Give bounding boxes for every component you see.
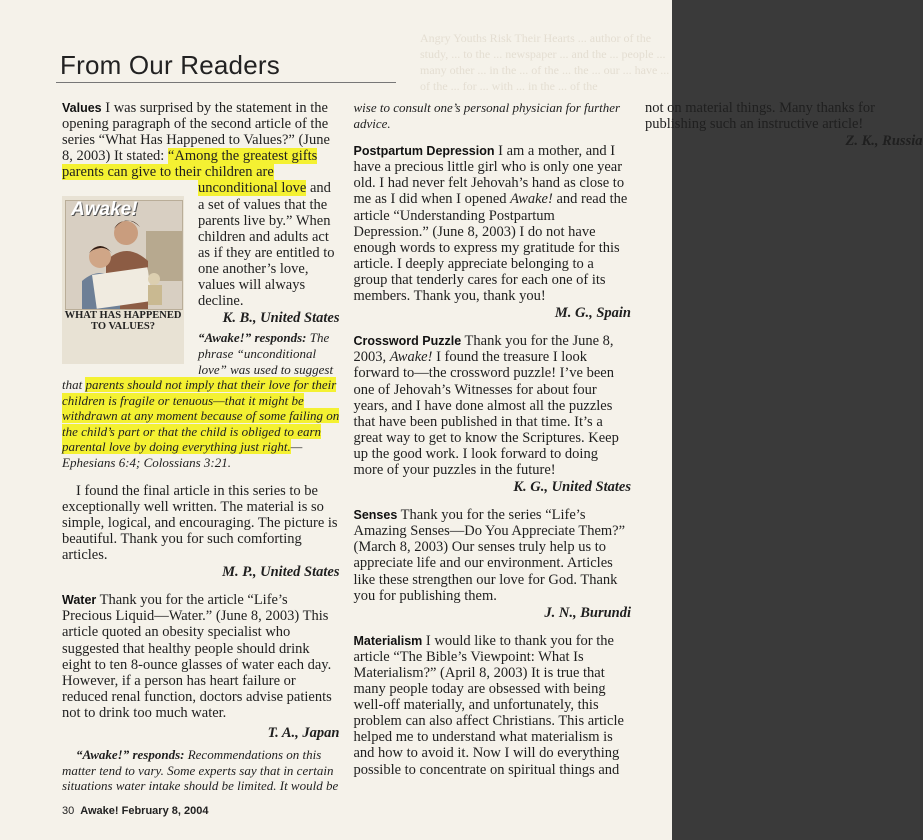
- letter-body: Water Thank you for the article “Life’s Precious Liquid—Water.” (June 8, 2003) This article quoted an obesity specialist who suggested that healthy people should drink eight to ten 8-ounce glasses of water each day. However, if a person has heart failure or reduced renal function, doctors advise patients not to drink too much water.: [62, 592, 332, 721]
- letter-signature: T. A., Japan: [267, 724, 340, 741]
- letter-signature: M. G., Spain: [554, 305, 631, 322]
- letter-signature: M. P., United States: [222, 564, 340, 581]
- page-footer: [62, 805, 208, 817]
- letter-values-body: Values I was surprised by the statement in the opening paragraph of the second article of the series “What Has Happened to Values?” (June 8, 2003) It stated: “Among the greatest gifts parents can give to their children are unconditional love Awake! WHAT HAS HAPPENED TO VALUES? and a set of values that the parents live by.” When children and adults act as if they are entitled to one another’s love, values will always decline.: [62, 100, 340, 309]
- footer-publication: Awake! February 8, 2004: [80, 805, 209, 817]
- letter-signature: Z. K., Russia: [845, 133, 923, 150]
- title-rule: [56, 82, 396, 83]
- letter-heading: Senses: [353, 508, 398, 523]
- letter-crossword: [354, 333, 632, 495]
- article-columns: [62, 100, 923, 800]
- letter-senses: [354, 507, 632, 621]
- letter-postpartum: [354, 143, 632, 321]
- letter-values-followup: [62, 483, 340, 581]
- letter-signature: J. N., Burundi: [544, 604, 631, 621]
- bleed-through-text: Angry Youths Risk Their Hearts ... author of the study, ... to the ... newspaper ... and the ... people ... many other ... in the ... of the ... the ... our ... have ... of the ... for ... with ... in the ... of the: [420, 31, 670, 93]
- letter-body: Senses Thank you for the series “Life’s Amazing Senses—Do You Appreciate Them?” (March 8, 2003) Our senses truly help us to appreciate life and our environment. Articles like these strengthen our love for God. Thank you for publishing them.: [353, 507, 626, 604]
- page-title: From Our Readers: [60, 50, 280, 80]
- letter-heading: Values: [62, 101, 102, 115]
- response-label: “Awake!” responds:: [198, 330, 307, 346]
- letter-heading: Materialism: [353, 633, 423, 648]
- letter-heading: Postpartum Depression: [353, 144, 495, 159]
- page-number: 30: [62, 805, 75, 817]
- response-label: “Awake!” responds:: [76, 747, 185, 763]
- highlighted-text: “Among the greatest gifts parents can give to their children are unconditional love: [62, 148, 318, 197]
- letter-body: Crossword Puzzle Thank you for the June 8, 2003, Awake! I found the treasure I look forward to—the crossword puzzle! I’ve been one of Jehovah’s Witnesses for about four years, and I have done almost all the puzzles that have been published in that time. It’s a great way to get to know the Scriptures. Keep up the good work. I look forward to doing more of your puzzles in the future!: [353, 333, 619, 478]
- magazine-cover-caption: WHAT HAS HAPPENED TO VALUES?: [64, 310, 182, 333]
- editor-response: “Awake!” responds: Recommendations on this matter tend to vary. Some experts say that in certain situations water intake should be limited. It would be wise to consult one’s personal physician for further advice.: [62, 100, 621, 794]
- magazine-logo: Awake!: [71, 199, 138, 221]
- highlighted-text: parents should not imply that their love for their children is fragile or tenuous—that it might be withdrawn at any moment because of some failing on the child’s part or that the child is obliged to earn parental love by doing everything just right.: [62, 377, 340, 455]
- letter-signature: K. B., United States: [222, 310, 340, 327]
- magazine-cover-image: [62, 196, 184, 364]
- letter-heading: Water: [62, 593, 97, 608]
- letter-values: [62, 100, 340, 471]
- letter-body: Materialism I would like to thank you for the article “The Bible’s Viewpoint: What Is Materialism?” (April 8, 2003) It is true that many people today are obsessed with being well-off materially, and unfortunately, this problem can also affect Christians. This article helped me to understand what materialism is and how to avoid it. Now I will do everything possible to concentrate on spiritual things and not on material things. Many thanks for publishing such an instructive article!: [353, 100, 875, 778]
- letter-body: Postpartum Depression I am a mother, and I have a precious little girl who is only one year old. I had never felt Jehovah’s hand as close to me as I did when I opened Awake! and read the article “Understanding Postpartum Depression.” (June 8, 2003) I do not have enough words to express my gratitude for this article. I deeply appreciate belonging to a group that tenderly cares for each one of its members. Thank you, thank you!: [353, 143, 628, 305]
- letter-heading: Crossword Puzzle: [353, 334, 462, 349]
- editor-response: “Awake!” responds: The phrase “unconditional love” was used to suggest that parents should not imply that their love for their children is fragile or tenuous—that it might be withdrawn at any moment because of some failing on the child’s part or that the child is obliged to earn parental love by doing everything just right.—Ephesians 6:4; Colossians 3:21.: [62, 330, 340, 471]
- letter-body: I found the final article in this series to be exceptionally well written. The material is so simple, logical, and encouraging. The picture is beautiful. Thank you for such comforting articles.: [62, 482, 338, 564]
- letter-signature: K. G., United States: [513, 479, 631, 496]
- cover-photo: [65, 200, 183, 310]
